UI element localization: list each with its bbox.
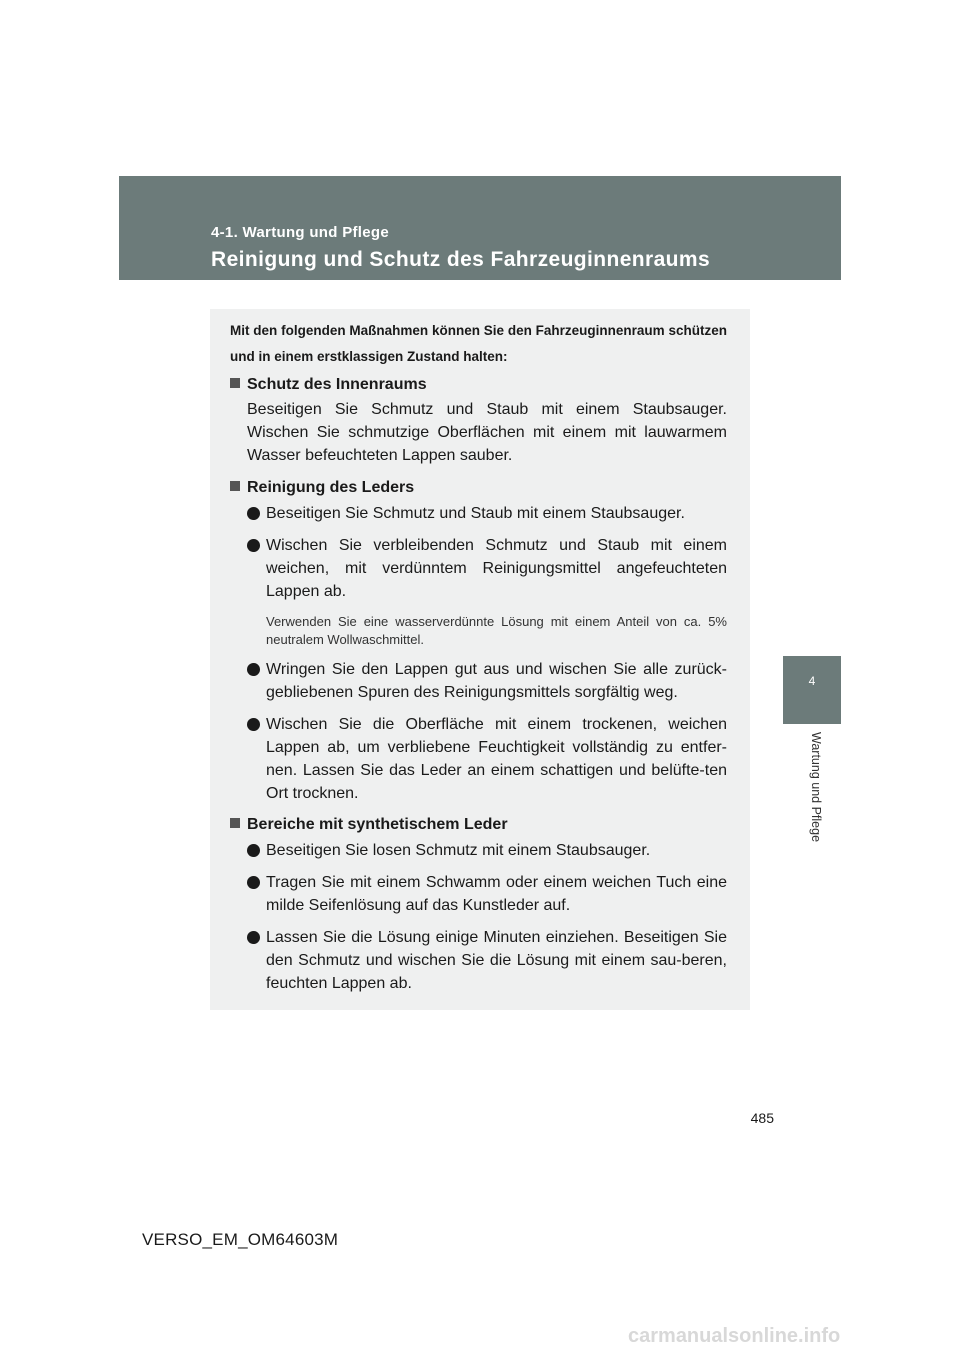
section-heading-text: Reinigung des Leders <box>247 479 415 496</box>
list-item: Lassen Sie die Lösung einige Minuten einziehen. Beseitigen Sie den Schmutz und wischen Sie die Lösung mit einem sau-beren, feuchten Lappen ab. <box>247 926 727 995</box>
square-bullet-icon <box>230 481 240 491</box>
page-number: 485 <box>750 1110 774 1126</box>
bullet-dot-icon <box>247 844 260 857</box>
page-title: Reinigung und Schutz des Fahrzeuginnenraums <box>211 248 711 271</box>
bullet-dot-icon <box>247 539 260 552</box>
section-heading <box>230 813 508 836</box>
section-heading <box>230 476 414 499</box>
list-item: Wischen Sie verbleibenden Schmutz und Staub mit einem weichen, mit verdünntem Reinigungsmittel angefeuchteten Lappen ab. <box>247 534 727 603</box>
square-bullet-icon <box>230 818 240 828</box>
note-text: Verwenden Sie eine wasserverdünnte Lösung mit einem Anteil von ca. 5% neutralem Wollwaschmittel. <box>266 614 727 647</box>
square-bullet-icon <box>230 378 240 388</box>
list-item: Beseitigen Sie Schmutz und Staub mit einem Staubsauger. <box>247 502 727 525</box>
bullet-dot-icon <box>247 663 260 676</box>
chapter-number: 4 <box>808 674 816 688</box>
bullet-dot-icon <box>247 931 260 944</box>
section-heading <box>230 373 427 396</box>
watermark: carmanualsonline.info <box>628 1325 841 1347</box>
chapter-tab <box>783 656 841 724</box>
section-paragraph: Beseitigen Sie Schmutz und Staub mit einem Staubsauger. Wischen Sie schmutzige Oberflächen mit einem mit lauwarmem Wasser befeuchteten Lappen sauber. <box>247 401 727 464</box>
list-item: Wringen Sie den Lappen gut aus und wischen Sie alle zurück-gebliebenen Spuren des Reinigungsmittels sorgfältig weg. <box>247 658 727 704</box>
list-item: Wischen Sie die Oberfläche mit einem trockenen, weichen Lappen ab, um verbliebene Feuchtigkeit vollständig zu entfer-nen. Lassen Sie das Leder an einem schattigen und belüfte-ten Ort trocknen. <box>247 713 727 805</box>
list-item: Tragen Sie mit einem Schwamm oder einem weichen Tuch eine milde Seifenlösung auf das Kunstleder auf. <box>247 871 727 917</box>
bullet-dot-icon <box>247 876 260 889</box>
content-box <box>210 309 750 1010</box>
section-heading-text: Bereiche mit synthetischem Leder <box>247 816 508 833</box>
chapter-header <box>119 176 841 280</box>
bullet-dot-icon <box>247 507 260 520</box>
list-item: Beseitigen Sie losen Schmutz mit einem Staubsauger. <box>247 839 727 862</box>
section-heading-text: Schutz des Innenraums <box>247 376 427 393</box>
section-label: 4-1. Wartung und Pflege <box>211 224 390 241</box>
chapter-tab-label: Wartung und Pflege <box>809 732 823 843</box>
intro-text: Mit den folgenden Maßnahmen können Sie den Fahrzeuginnenraum schützen und in einem erstklassigen Zustand halten: <box>230 323 727 364</box>
document-code: VERSO_EM_OM64603M <box>142 1230 339 1249</box>
bullet-dot-icon <box>247 718 260 731</box>
